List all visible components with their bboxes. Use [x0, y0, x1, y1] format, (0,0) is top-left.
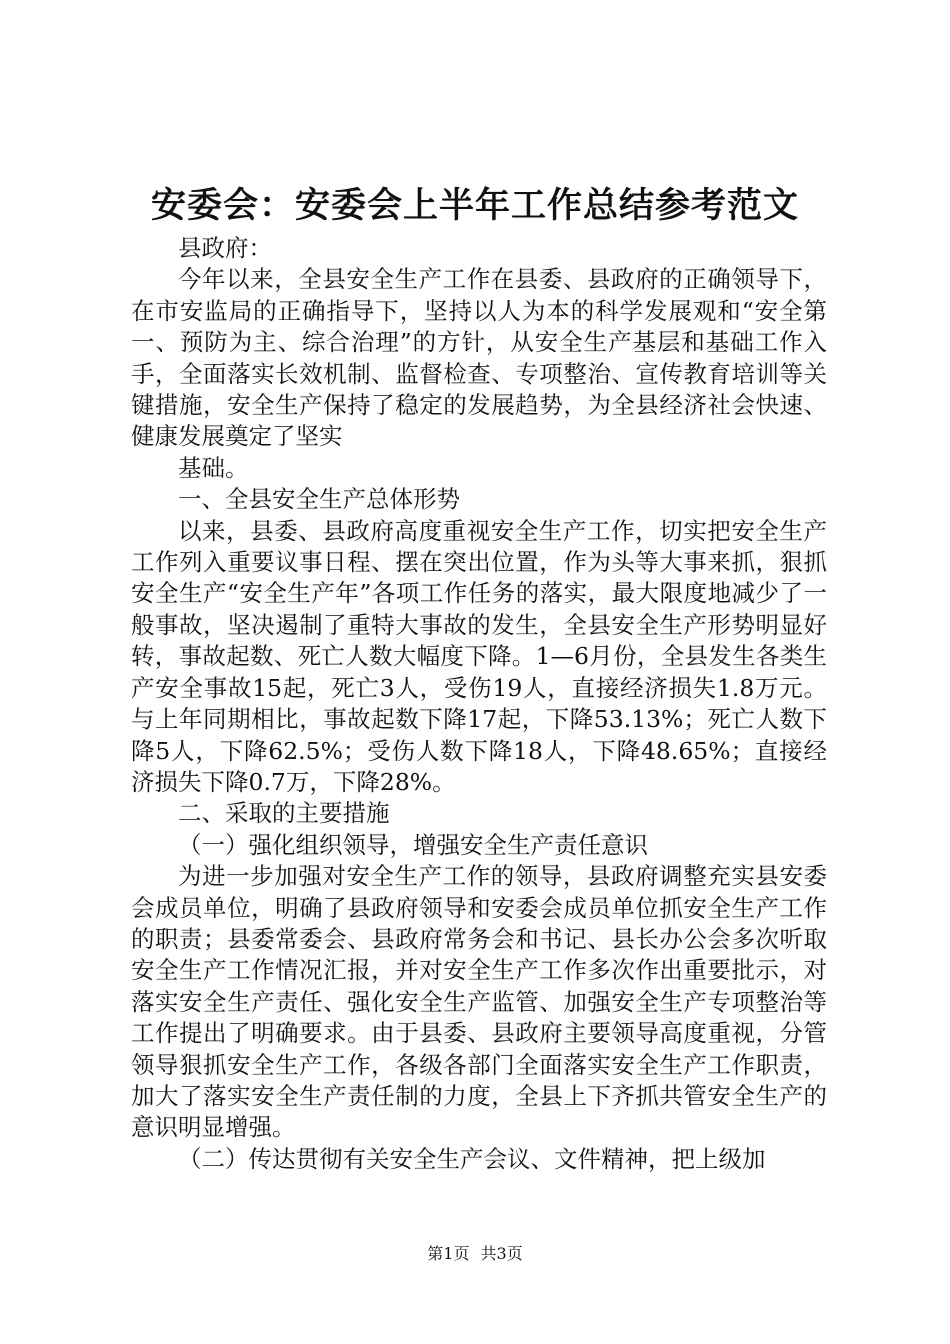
subsection-heading-2: （二）传达贯彻有关安全生产会议、文件精神，把上级加: [178, 1144, 766, 1173]
section-heading-measures: 二、采取的主要措施: [178, 799, 390, 828]
document-title: 安委会：安委会上半年工作总结参考范文: [150, 186, 799, 226]
paragraph-intro-end: 基础。: [178, 453, 249, 482]
paragraph-measure-1: 为进一步加强对安全生产工作的领导，县政府调整充实县安委会成员单位，明确了县政府领导和安委会成员单位抓安全生产工作的职责；县委常委会、县政府常务会和书记、县长办公会多次听取安全生产工作情况汇报，并对安全生产工作多次作出重要批示，对落实安全生产责任、强化安全生产监管、加强安全生产专项整治等工作提出了明确要求。由于县委、县政府主要领导高度重视，分管领导狠抓安全生产工作，各级各部门全面落实安全生产工作职责，加大了落实安全生产责任制的力度，全县上下齐抓共管安全生产的意识明显增强。: [131, 862, 827, 1142]
paragraph-salutation: 县政府：: [178, 234, 272, 262]
paragraph-situation: 以来，县委、县政府高度重视安全生产工作，切实把安全生产工作列入重要议事日程、摆在突出位置，作为头等大事来抓，狠抓安全生产“安全生产年”各项工作任务的落实，最大限度地减少了一般事故，坚决遏制了重特大事故的发生，全县安全生产形势明显好转，事故起数、死亡人数大幅度下降。1—6月份，全县发生各类生产安全事故15起，死亡3人，受伤19人，直接经济损失1.8万元。与上年同期相比，事故起数下降17起，下降53.13%；死亡人数下降5人，下降62.5%；受伤人数下降18人，下降48.65%；直接经济损失下降0.7万，下降28%。: [131, 516, 827, 796]
paragraph-intro: 今年以来，全县安全生产工作在县委、县政府的正确领导下，在市安监局的正确指导下，坚持以人为本的科学发展观和“安全第一、预防为主、综合治理”的方针，从安全生产基层和基础工作入手，全面落实长效机制、监督检查、专项整治、宣传教育培训等关键措施，安全生产保持了稳定的发展趋势，为全县经济社会快速、健康发展奠定了坚实: [131, 265, 827, 451]
document-body: [131, 233, 827, 1175]
section-heading-situation: 一、全县安全生产总体形势: [178, 485, 460, 514]
subsection-heading-1: （一）强化组织领导，增强安全生产责任意识: [178, 830, 648, 859]
page-footer: 第1页 共3页: [427, 1244, 523, 1263]
